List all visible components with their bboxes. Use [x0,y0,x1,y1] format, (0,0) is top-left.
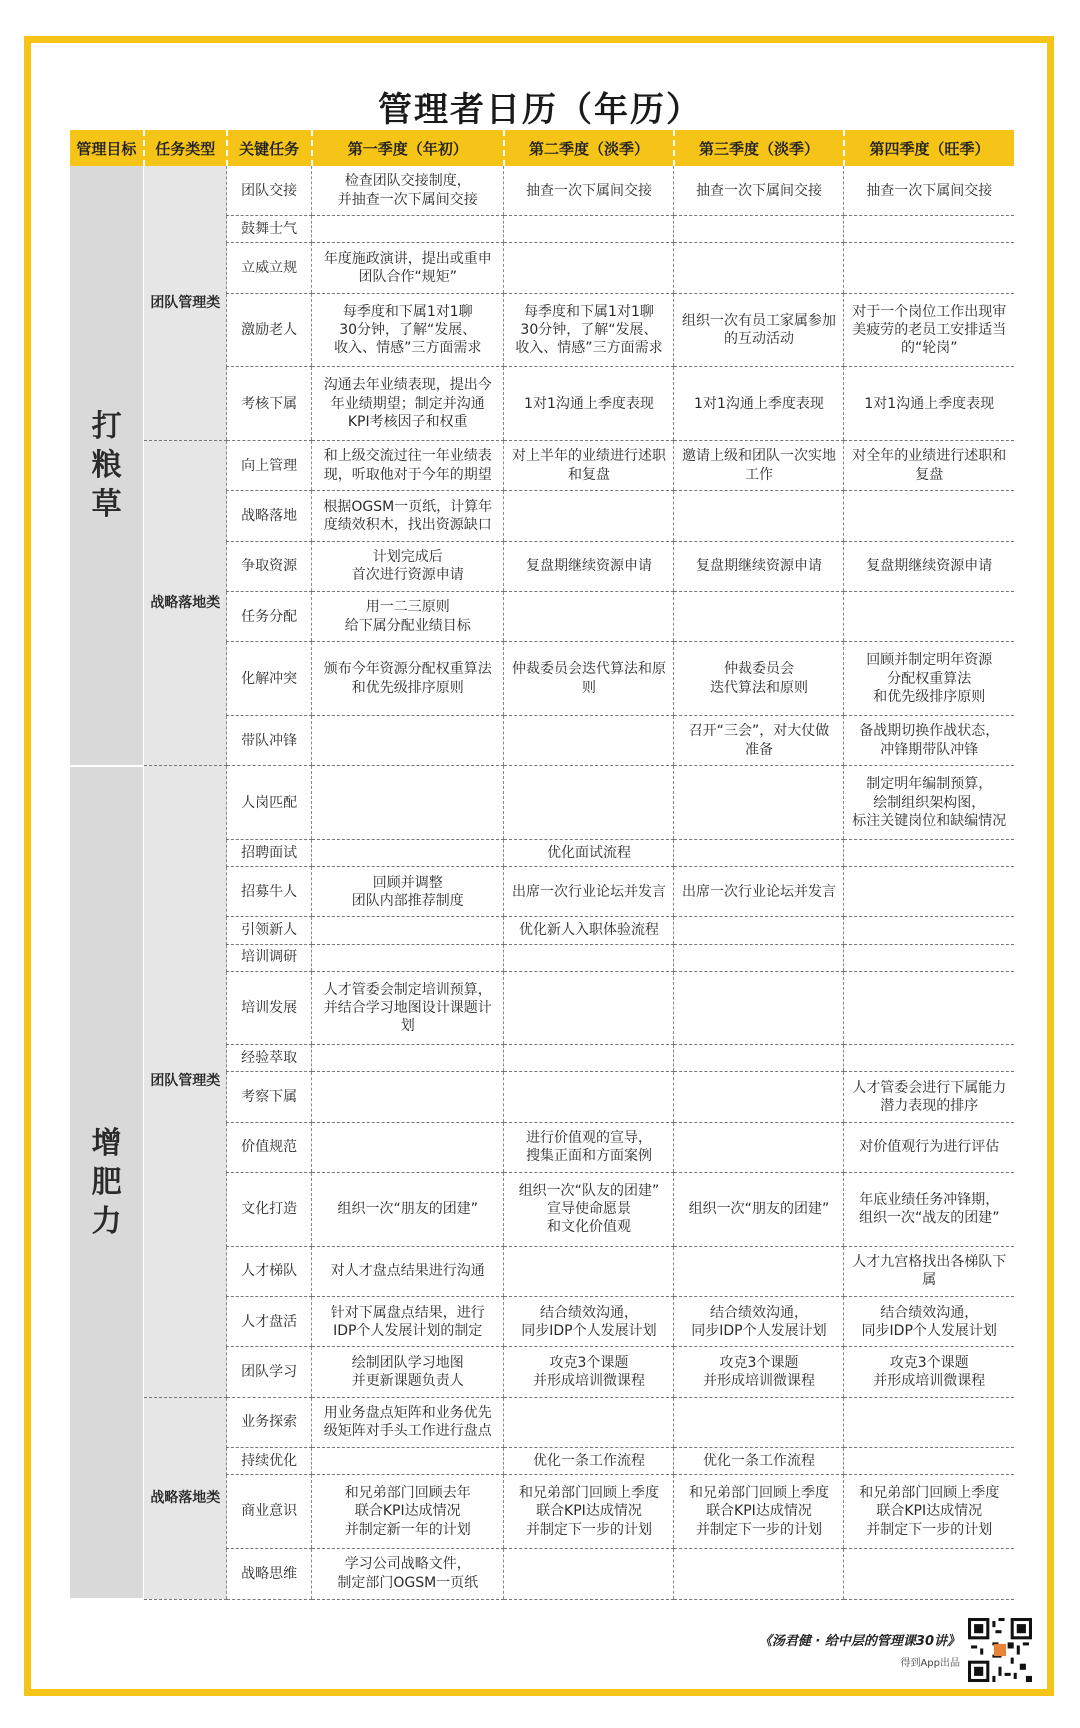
q4-cell: 攻克3个课题 并形成培训微课程 [844,1347,1014,1397]
q3-cell: 优化一条工作流程 [674,1448,844,1475]
q3-cell [674,766,844,840]
table-row [70,166,1014,216]
q1-cell: 根据OGSM一页纸，计算年 度绩效积木，找出资源缺口 [312,491,504,541]
q4-cell: 对价值观行为进行评估 [844,1122,1014,1172]
q3-cell [674,1548,844,1599]
q2-cell: 组织一次“队友的团建” 宣导使命愿景 和文化价值观 [504,1173,674,1247]
q4-cell: 对全年的业绩进行述职和 复盘 [844,440,1014,490]
q3-cell: 结合绩效沟通， 同步IDP个人发展计划 [674,1297,844,1347]
key-task-cell: 争取资源 [227,541,312,591]
key-task-cell: 招募牛人 [227,867,312,917]
q4-cell [844,243,1014,293]
q1-cell [312,1448,504,1475]
q3-cell: 仲裁委员会 迭代算法和原则 [674,642,844,716]
q3-cell: 和兄弟部门回顾上季度 联合KPI达成情况 并制定下一步的计划 [674,1475,844,1549]
category-cell: 团队管理类 [144,166,227,440]
q4-cell: 年底业绩任务冲锋期， 组织一次“战友的团建” [844,1173,1014,1247]
q1-cell: 对人才盘点结果进行沟通 [312,1246,504,1296]
q1-cell [312,944,504,971]
q1-cell [312,1122,504,1172]
q1-cell: 绘制团队学习地图 并更新课题负责人 [312,1347,504,1397]
q1-cell: 用一二三原则 给下属分配业绩目标 [312,592,504,642]
category-cell: 战略落地类 [144,1397,227,1599]
q3-cell [674,592,844,642]
q1-cell [312,917,504,944]
q1-cell: 检查团队交接制度， 并抽查一次下属间交接 [312,166,504,216]
key-task-cell: 战略思维 [227,1548,312,1599]
q2-cell: 1对1沟通上季度表现 [504,367,674,441]
q3-cell [674,917,844,944]
q2-cell: 出席一次行业论坛并发言 [504,867,674,917]
q1-cell: 计划完成后 首次进行资源申请 [312,541,504,591]
q1-cell: 和上级交流过往一年业绩表 现，听取他对于今年的期望 [312,440,504,490]
key-task-cell: 商业意识 [227,1475,312,1549]
q2-cell: 复盘期继续资源申请 [504,541,674,591]
key-task-cell: 考察下属 [227,1072,312,1122]
footer-course: 《汤君健 · 给中层的管理课30讲》 [758,1634,960,1649]
q2-cell [504,1548,674,1599]
key-task-cell: 战略落地 [227,491,312,541]
q3-cell: 出席一次行业论坛并发言 [674,867,844,917]
q3-cell: 抽查一次下属间交接 [674,166,844,216]
q3-cell [674,971,844,1045]
q2-cell [504,1072,674,1122]
key-task-cell: 业务探索 [227,1397,312,1447]
q4-cell [844,1548,1014,1599]
category-cell: 团队管理类 [144,766,227,1397]
q2-cell: 每季度和下属1对1聊 30分钟，了解“发展、 收入、情感”三方面需求 [504,293,674,367]
q1-cell: 针对下属盘点结果，进行 IDP个人发展计划的制定 [312,1297,504,1347]
q2-cell: 进行价值观的宣导， 搜集正面和方面案例 [504,1122,674,1172]
q3-cell [674,1122,844,1172]
key-task-cell: 培训发展 [227,971,312,1045]
q2-cell: 对上半年的业绩进行述职 和复盘 [504,440,674,490]
key-task-cell: 持续优化 [227,1448,312,1475]
q3-cell: 组织一次“朋友的团建” [674,1173,844,1247]
key-task-cell: 鼓舞士气 [227,216,312,243]
q4-cell: 1对1沟通上季度表现 [844,367,1014,441]
q2-cell: 优化新人入职体验流程 [504,917,674,944]
q1-cell: 沟通去年业绩表现，提出今 年业绩期望；制定并沟通 KPI考核因子和权重 [312,367,504,441]
calendar-table [70,130,1014,1600]
q1-cell: 用业务盘点矩阵和业务优先 级矩阵对手头工作进行盘点 [312,1397,504,1447]
key-task-cell: 任务分配 [227,592,312,642]
q4-cell [844,1448,1014,1475]
q1-cell [312,839,504,866]
key-task-cell: 人才盘活 [227,1297,312,1347]
q1-cell: 和兄弟部门回顾去年 联合KPI达成情况 并制定新一年的计划 [312,1475,504,1549]
q1-cell [312,715,504,765]
q2-cell: 结合绩效沟通， 同步IDP个人发展计划 [504,1297,674,1347]
q2-cell [504,592,674,642]
q3-cell: 攻克3个课题 并形成培训微课程 [674,1347,844,1397]
key-task-cell: 价值规范 [227,1122,312,1172]
q1-cell: 颁布今年资源分配权重算法 和优先级排序原则 [312,642,504,716]
q3-cell: 邀请上级和团队一次实地 工作 [674,440,844,490]
q3-cell [674,839,844,866]
header-row [70,130,1014,166]
q4-cell [844,867,1014,917]
key-task-cell: 引领新人 [227,917,312,944]
key-task-cell: 招聘面试 [227,839,312,866]
q4-cell [844,839,1014,866]
q1-cell: 人才管委会制定培训预算， 并结合学习地图设计课题计 划 [312,971,504,1045]
q4-cell: 备战期切换作战状态， 冲锋期带队冲锋 [844,715,1014,765]
header-q4: 第四季度（旺季） [844,130,1014,166]
header-q3: 第三季度（淡季） [674,130,844,166]
q1-cell: 每季度和下属1对1聊 30分钟，了解“发展、 收入、情感”三方面需求 [312,293,504,367]
q4-cell: 回顾并制定明年资源 分配权重算法 和优先级排序原则 [844,642,1014,716]
key-task-cell: 人才梯队 [227,1246,312,1296]
key-task-cell: 经验萃取 [227,1045,312,1072]
q2-cell [504,715,674,765]
q4-cell [844,1397,1014,1447]
q4-cell: 对于一个岗位工作出现审 美疲劳的老员工安排适当 的“轮岗” [844,293,1014,367]
key-task-cell: 考核下属 [227,367,312,441]
q3-cell [674,1246,844,1296]
header-key-task: 关键任务 [227,130,312,166]
q4-cell [844,971,1014,1045]
key-task-cell: 培训调研 [227,944,312,971]
q4-cell: 人才管委会进行下属能力 潜力表现的排序 [844,1072,1014,1122]
goal-cell: 增 肥 力 [70,766,144,1599]
q4-cell [844,592,1014,642]
q3-cell [674,243,844,293]
goal-cell: 打 粮 草 [70,166,144,766]
key-task-cell: 激励老人 [227,293,312,367]
q3-cell [674,944,844,971]
q3-cell: 组织一次有员工家属参加 的互动活动 [674,293,844,367]
q2-cell: 优化一条工作流程 [504,1448,674,1475]
table-row [70,766,1014,840]
q2-cell [504,216,674,243]
q4-cell [844,491,1014,541]
q1-cell [312,1072,504,1122]
q1-cell [312,1045,504,1072]
table-row [70,440,1014,490]
header-type: 任务类型 [144,130,227,166]
header-q1: 第一季度（年初） [312,130,504,166]
q3-cell [674,491,844,541]
q1-cell [312,216,504,243]
q2-cell [504,1246,674,1296]
q3-cell [674,216,844,243]
q4-cell: 人才九宫格找出各梯队下 属 [844,1246,1014,1296]
header-q2: 第二季度（淡季） [504,130,674,166]
key-task-cell: 团队学习 [227,1347,312,1397]
footer-brand: 得到App出品 [900,1658,960,1669]
key-task-cell: 立威立规 [227,243,312,293]
q3-cell [674,1397,844,1447]
q4-cell [844,917,1014,944]
q2-cell: 攻克3个课题 并形成培训微课程 [504,1347,674,1397]
q1-cell: 年度施政演讲，提出或重申 团队合作“规矩” [312,243,504,293]
q1-cell: 组织一次“朋友的团建” [312,1173,504,1247]
q2-cell [504,1045,674,1072]
q2-cell [504,491,674,541]
q4-cell [844,1045,1014,1072]
key-task-cell: 团队交接 [227,166,312,216]
q4-cell: 制定明年编制预算， 绘制组织架构图， 标注关键岗位和缺编情况 [844,766,1014,840]
qr-code-icon [968,1618,1032,1682]
q4-cell [844,216,1014,243]
q3-cell: 1对1沟通上季度表现 [674,367,844,441]
q1-cell [312,766,504,840]
q4-cell: 抽查一次下属间交接 [844,166,1014,216]
table-row [70,1397,1014,1447]
q2-cell [504,766,674,840]
q3-cell: 召开“三会”，对大仗做 准备 [674,715,844,765]
key-task-cell: 化解冲突 [227,642,312,716]
q2-cell: 抽查一次下属间交接 [504,166,674,216]
key-task-cell: 向上管理 [227,440,312,490]
key-task-cell: 带队冲锋 [227,715,312,765]
q4-cell: 复盘期继续资源申请 [844,541,1014,591]
page-title: 管理者日历（年历） [378,90,702,130]
q2-cell: 和兄弟部门回顾上季度 联合KPI达成情况 并制定下一步的计划 [504,1475,674,1549]
header-goal: 管理目标 [70,130,144,166]
q2-cell [504,243,674,293]
q2-cell [504,944,674,971]
q2-cell: 优化面试流程 [504,839,674,866]
q2-cell [504,971,674,1045]
category-cell: 战略落地类 [144,440,227,765]
q3-cell: 复盘期继续资源申请 [674,541,844,591]
q2-cell: 仲裁委员会迭代算法和原 则 [504,642,674,716]
q2-cell [504,1397,674,1447]
q1-cell: 学习公司战略文件， 制定部门OGSM一页纸 [312,1548,504,1599]
q3-cell [674,1045,844,1072]
key-task-cell: 人岗匹配 [227,766,312,840]
q4-cell: 和兄弟部门回顾上季度 联合KPI达成情况 并制定下一步的计划 [844,1475,1014,1549]
q4-cell [844,944,1014,971]
q3-cell [674,1072,844,1122]
q4-cell: 结合绩效沟通， 同步IDP个人发展计划 [844,1297,1014,1347]
q1-cell: 回顾并调整 团队内部推荐制度 [312,867,504,917]
key-task-cell: 文化打造 [227,1173,312,1247]
